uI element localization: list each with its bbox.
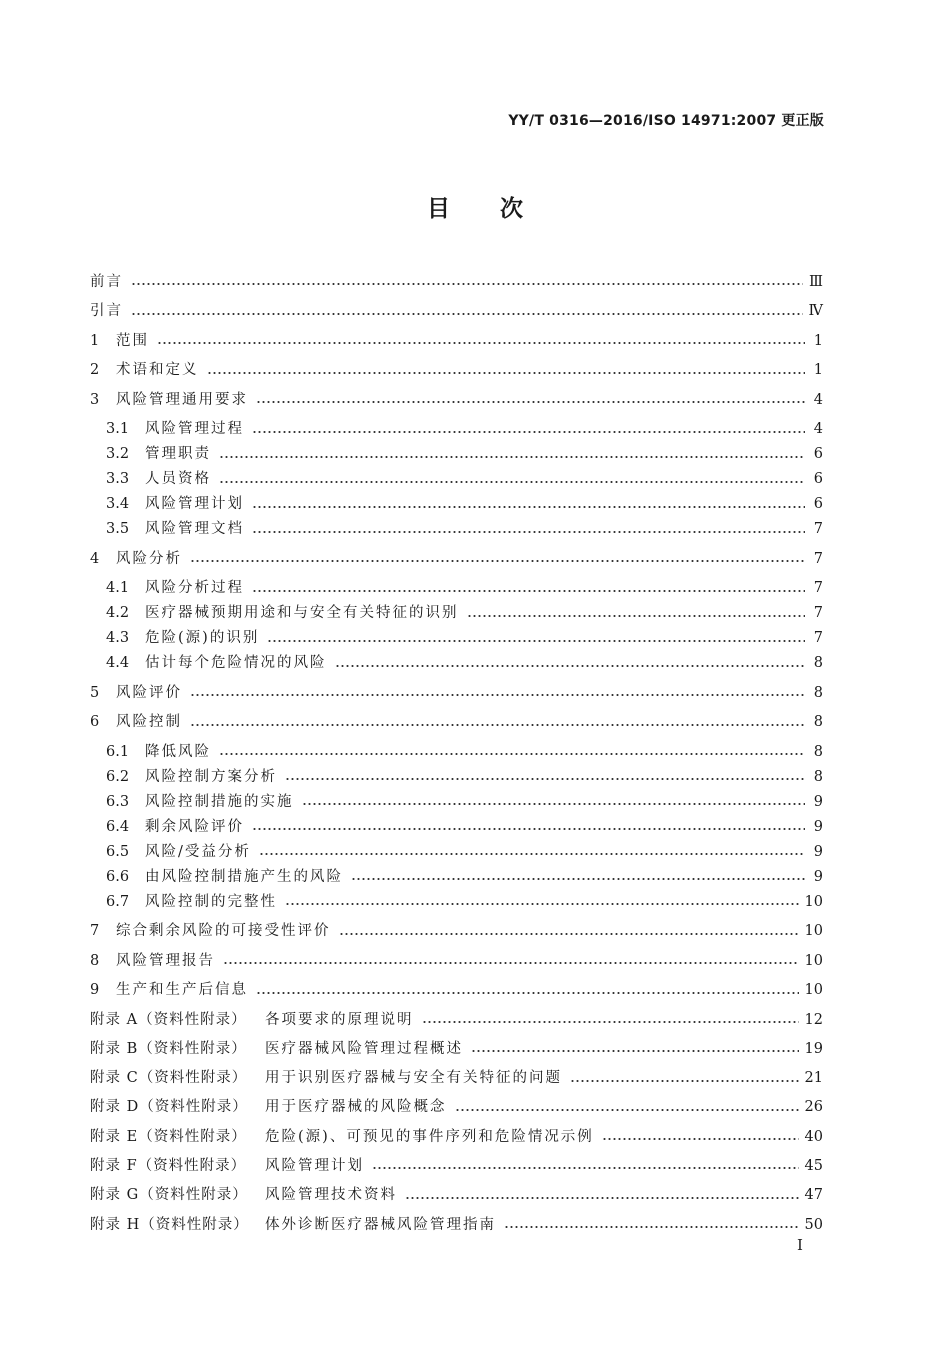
toc-entry-title: 风险管理技术资料 [265,1187,397,1204]
dot-leader [190,723,805,727]
toc-entry[interactable] [90,467,823,492]
toc-entry-number: 8 [90,952,100,969]
toc-entry-page: 6 [813,446,823,462]
toc-entry-number: 5 [90,684,100,701]
toc-entry[interactable] [90,1213,823,1238]
toc-entry-title: 风险分析 [116,550,182,567]
dot-leader [285,777,805,781]
toc-entry-title: 综合剩余风险的可接受性评价 [116,923,331,939]
toc-entry-page: 26 [804,1099,823,1116]
toc-entry-title: 引言 [90,303,123,319]
toc-entry-title: 生产和生产后信息 [116,982,248,998]
toc-entry-page: 9 [813,843,823,860]
toc-entry-number: 4 [90,550,100,567]
dot-leader [219,455,805,459]
toc-entry[interactable] [90,358,823,383]
dot-leader [259,852,805,856]
toc-entry-title: 医疗器械预期用途和与安全有关特征的识别 [145,605,459,621]
toc-entry-number: 附录 E（资料性附录） [90,1128,247,1145]
toc-entry-title: 体外诊断医疗器械风险管理指南 [265,1216,496,1233]
toc-entry-title: 风险管理通用要求 [116,391,248,408]
toc-entry-title: 风险控制措施的实施 [145,793,294,810]
toc-entry-number: 6.5 [106,843,130,860]
dot-leader [335,664,806,668]
toc-entry[interactable] [90,865,823,890]
dot-leader [471,1049,799,1053]
page-number: I [797,1236,803,1254]
toc-entry-page: 19 [804,1040,823,1057]
toc-entry-page: 40 [804,1128,823,1145]
toc-entry-title: 风险管理计划 [145,496,244,512]
toc-entry-page: 8 [813,743,823,760]
dot-leader [207,371,806,375]
toc-entry-page: 8 [813,768,823,785]
dot-leader [252,589,805,593]
toc-entry-title: 危险(源)、可预见的事件序列和危险情况示例 [265,1128,594,1145]
toc-entry-number: 1 [90,332,100,349]
toc-entry-page: 50 [804,1216,823,1233]
dot-leader [339,932,799,936]
toc-entry-number: 3.3 [106,471,130,487]
toc-entry-title: 风险控制方案分析 [145,768,277,785]
toc-entry[interactable] [90,949,823,974]
toc-entry-number: 3.5 [106,521,130,537]
toc-entry[interactable] [90,1154,823,1179]
toc-entry[interactable] [90,978,823,1003]
toc-entry[interactable] [90,790,823,815]
toc-entry-page: 4 [813,421,823,437]
toc-entry[interactable] [90,919,823,944]
toc-entry-page: 10 [804,923,823,939]
toc-entry-page: 10 [804,982,823,998]
toc-entry-number: 6.6 [106,868,130,885]
toc-entry[interactable] [90,815,823,840]
toc-entry-page: 6 [813,496,823,512]
dot-leader [219,480,805,484]
toc-entry-title: 风险管理文档 [145,521,244,537]
toc-entry-number: 6.4 [106,818,130,835]
dot-leader [223,961,799,965]
toc-entry-title: 范围 [116,332,149,349]
toc-entry-page: 47 [804,1187,823,1204]
toc-entry-number: 6.2 [106,768,130,785]
toc-entry[interactable] [90,270,823,295]
toc-entry[interactable] [90,388,823,413]
toc-entry[interactable] [90,547,823,572]
toc-entry-page: 9 [813,868,823,885]
toc-entry-number: 附录 C（资料性附录） [90,1070,248,1087]
toc-entry-page: 9 [813,818,823,835]
toc-entry-page: 4 [813,391,823,408]
toc-entry[interactable] [90,442,823,467]
toc-entry-page: 7 [813,605,823,621]
toc-entry[interactable] [90,576,823,601]
toc-entry-page: 45 [804,1157,823,1174]
dot-leader [504,1225,799,1229]
dot-leader [285,902,799,906]
toc-entry-title: 各项要求的原理说明 [265,1011,414,1028]
toc-entry[interactable] [90,740,823,765]
toc-entry[interactable] [90,1008,823,1033]
dot-leader [157,341,805,345]
toc-entry-title: 风险/受益分析 [145,843,251,860]
dot-leader [252,505,805,509]
toc-entry[interactable] [90,681,823,706]
toc-entry-number: 6.7 [106,893,130,910]
dot-leader [570,1079,799,1083]
toc-entry-title: 危险(源)的识别 [145,630,260,646]
toc-entry[interactable] [90,417,823,442]
toc-entry-page: 1 [813,362,823,378]
dot-leader [252,430,805,434]
dot-leader [267,639,805,643]
toc-entry-title: 前言 [90,273,123,290]
dot-leader [131,282,803,286]
dot-leader [190,693,805,697]
toc-entry-number: 附录 F（资料性附录） [90,1157,247,1174]
toc-entry-title: 风险评价 [116,684,182,701]
dot-leader [602,1137,799,1141]
toc-entry-number: 6 [90,714,100,730]
dot-leader [372,1166,799,1170]
toc-entry-number: 4.2 [106,605,130,621]
dot-leader [467,614,806,618]
toc-entry-title: 用于识别医疗器械与安全有关特征的问题 [265,1070,562,1087]
page-title: 目次 [427,195,573,222]
dot-leader [455,1108,799,1112]
dot-leader [256,400,805,404]
dot-leader [219,752,805,756]
toc-entry-title: 医疗器械风险管理过程概述 [265,1040,463,1057]
toc-entry-page: 1 [813,332,823,349]
dot-leader [190,559,805,563]
toc-entry-title: 估计每个危险情况的风险 [145,655,327,671]
toc-entry-page: Ⅳ [808,303,823,319]
toc-entry-number: 3.1 [106,421,130,437]
toc-entry-page: 8 [813,655,823,671]
toc-entry-number: 附录 G（资料性附录） [90,1187,248,1204]
toc-entry-title: 由风险控制措施产生的风险 [145,868,343,885]
dot-leader [252,530,805,534]
toc-entry[interactable] [90,492,823,517]
toc-entry-title: 用于医疗器械的风险概念 [265,1099,447,1116]
dot-leader [351,877,805,881]
toc-entry[interactable] [90,601,823,626]
toc-entry[interactable] [90,710,823,735]
toc-entry-title: 风险管理计划 [265,1157,364,1174]
standard-number-header: YY/T 0316—2016/ISO 14971:2007 更正版 [508,113,824,129]
toc-entry-page: 10 [804,952,823,969]
toc-entry-title: 降低风险 [145,743,211,760]
toc-entry[interactable] [90,651,823,676]
toc-entry-number: 6.1 [106,743,130,760]
toc-entry-number: 3.2 [106,446,130,462]
toc-entry-number: 4.1 [106,580,130,596]
toc-entry-title: 管理职责 [145,446,211,462]
toc-entry-number: 4.3 [106,630,130,646]
toc-entry-page: 8 [813,714,823,730]
toc-entry-number: 附录 D（资料性附录） [90,1099,248,1116]
toc-entry[interactable] [90,1095,823,1120]
toc-entry-title: 风险控制 [116,714,182,730]
toc-entry[interactable] [90,329,823,354]
toc-entry-title: 风险管理报告 [116,952,215,969]
toc-entry[interactable] [90,765,823,790]
toc-entry-title: 风险控制的完整性 [145,893,277,910]
toc-entry[interactable] [90,1125,823,1150]
toc-entry-title: 剩余风险评价 [145,818,244,835]
toc-entry-page: 9 [813,793,823,810]
toc-entry-page: 7 [813,580,823,596]
toc-entry-page: 6 [813,471,823,487]
toc-entry-number: 3.4 [106,496,130,512]
toc-entry[interactable] [90,840,823,865]
toc-entry[interactable] [90,1037,823,1062]
dot-leader [422,1020,799,1024]
toc-entry-title: 人员资格 [145,471,211,487]
toc-entry-title: 术语和定义 [116,362,199,378]
toc-entry-page: Ⅲ [809,273,823,290]
dot-leader [302,802,806,806]
toc-entry[interactable] [90,1183,823,1208]
dot-leader [256,991,799,995]
toc-entry-number: 9 [90,982,100,998]
toc-entry-number: 7 [90,923,100,939]
toc-entry-number: 附录 A（资料性附录） [90,1011,247,1028]
dot-leader [131,312,803,316]
toc-entry-number: 附录 B（资料性附录） [90,1040,247,1057]
toc-entry[interactable] [90,626,823,651]
toc-entry-number: 6.3 [106,793,130,810]
toc-entry-page: 7 [813,521,823,537]
toc-entry-page: 12 [804,1011,823,1028]
toc-entry-number: 3 [90,391,100,408]
toc-entry-number: 附录 H（资料性附录） [90,1216,249,1233]
toc-entry-page: 8 [813,684,823,701]
toc-entry[interactable] [90,299,823,324]
toc-entry-page: 21 [804,1070,823,1087]
toc-entry[interactable] [90,517,823,542]
toc-entry-title: 风险分析过程 [145,580,244,596]
toc-entry-number: 2 [90,362,100,378]
toc-entry-page: 7 [813,550,823,567]
dot-leader [252,827,805,831]
toc-entry-page: 7 [813,630,823,646]
toc-entry[interactable] [90,1066,823,1091]
toc-entry-title: 风险管理过程 [145,421,244,437]
toc-entry[interactable] [90,890,823,915]
dot-leader [405,1196,799,1200]
toc-entry-number: 4.4 [106,655,130,671]
table-of-contents [90,265,823,1242]
toc-entry-page: 10 [804,893,823,910]
